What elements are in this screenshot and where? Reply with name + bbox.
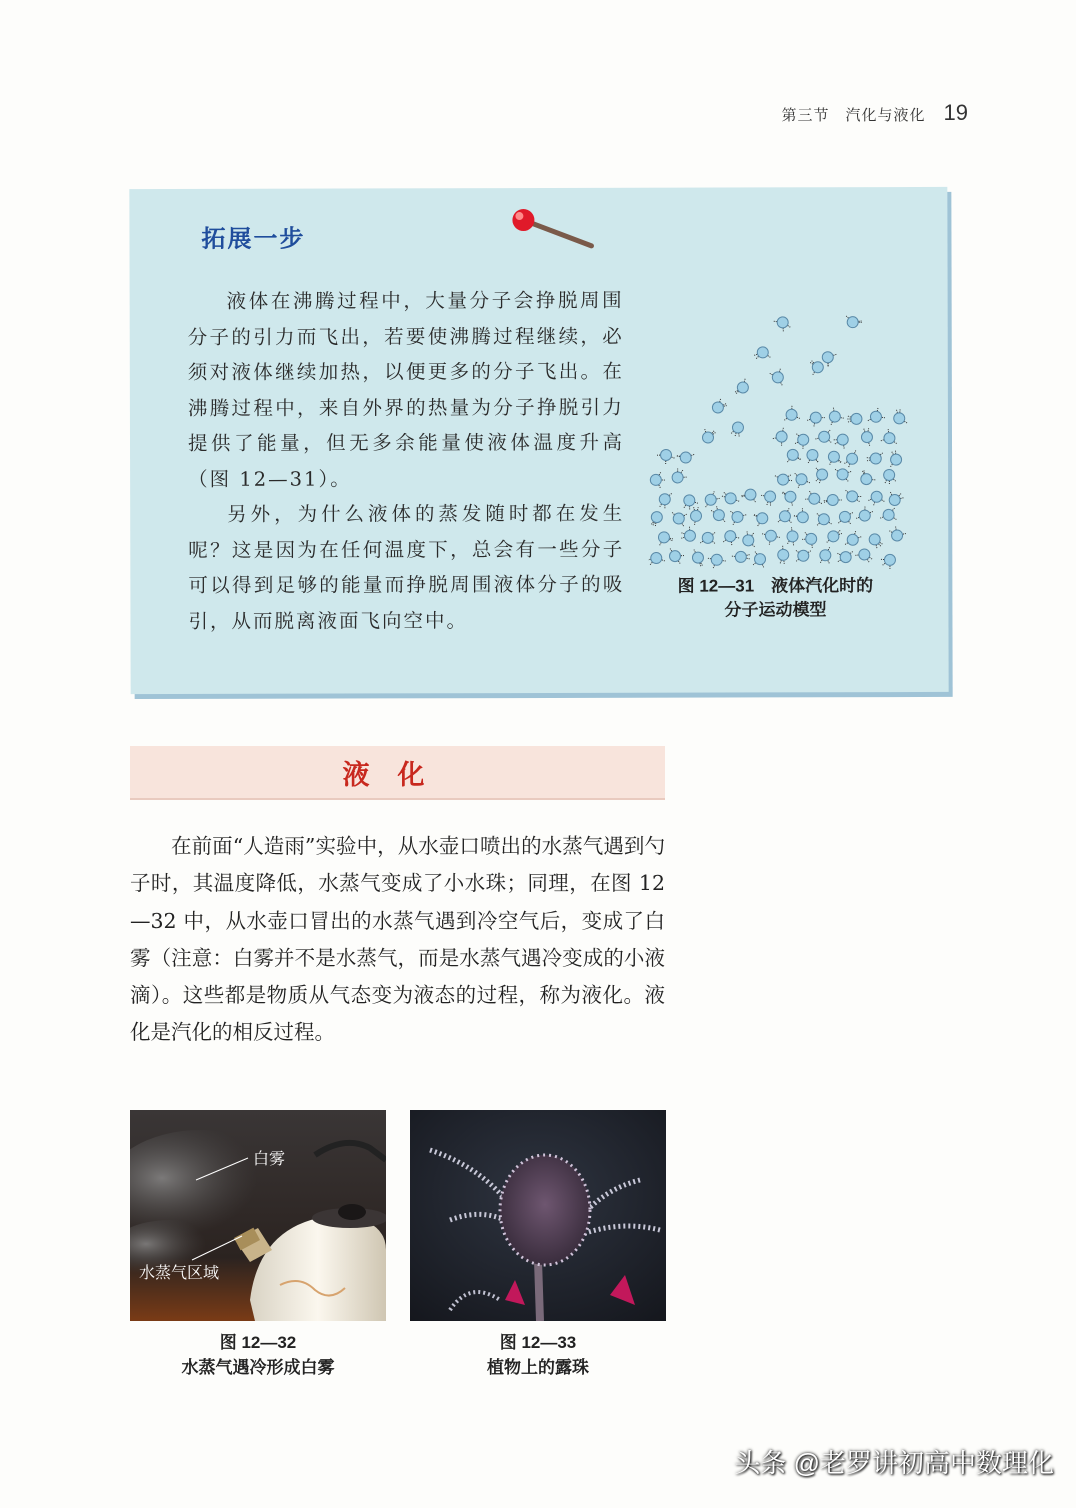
molecule-glyph: [824, 494, 842, 505]
molecule-glyph: [672, 468, 687, 483]
molecule-glyph: [700, 532, 715, 543]
section-title: 液化: [130, 746, 665, 800]
molecule-glyph: [787, 449, 800, 462]
molecule-glyph: [774, 317, 791, 332]
molecule-glyph: [794, 508, 808, 523]
molecule-glyph: [762, 530, 780, 544]
molecule-glyph: [884, 469, 896, 484]
molecule-glyph: [770, 369, 784, 386]
molecule-glyph: [657, 449, 674, 464]
figure-caption-line: 分子运动模型: [724, 600, 827, 620]
molecule-glyph: [817, 514, 832, 526]
molecule-glyph: [659, 493, 671, 508]
molecule-glyph: [787, 527, 798, 545]
molecule-glyph: [889, 527, 905, 541]
molecule-glyph: [868, 408, 885, 422]
molecule-glyph: [732, 551, 750, 562]
molecule-glyph: [816, 468, 828, 483]
extension-text: [188, 283, 625, 639]
molecule-glyph: [723, 531, 739, 545]
molecule-glyph: [672, 512, 687, 526]
figure-12-31-caption: [650, 574, 900, 623]
molecule-glyph: [827, 530, 842, 542]
molecule-glyph: [846, 490, 862, 502]
steam-region-label: 水蒸气区域: [139, 1263, 220, 1282]
molecule-glyph: [775, 474, 792, 485]
figure-caption: 水蒸气遇冷形成白雾: [181, 1358, 335, 1377]
fog-label: 白雾: [253, 1149, 286, 1168]
molecule-glyph: [651, 512, 662, 526]
molecule-glyph: [807, 449, 818, 462]
molecule-glyph: [810, 361, 823, 375]
pushpin-icon: [509, 206, 599, 256]
molecule-glyph: [795, 434, 809, 449]
molecule-glyph: [711, 506, 725, 521]
molecule-glyph: [677, 452, 694, 463]
molecule-glyph: [835, 469, 851, 482]
molecule-glyph: [834, 434, 849, 448]
molecule-glyph: [861, 428, 872, 445]
molecule-glyph: [881, 554, 896, 569]
extension-paragraph: 液体在沸腾过程中，大量分子会挣脱周围分子的引力而飞出，若要使沸腾过程继续，必须对液体继续加热，以便更多的分子飞出。在沸腾过程中，来自外界的热量为分子挣脱引力提供了能量，但无多余能量使液体温度升高（图 12—31）。: [187, 288, 625, 491]
molecule-glyph: [844, 450, 857, 467]
molecule-glyph: [815, 430, 831, 442]
molecule-glyph: [731, 422, 743, 436]
molecule-glyph: [778, 508, 791, 522]
section-body: [130, 828, 665, 1052]
molecule-glyph: [890, 451, 901, 467]
molecule-glyph: [795, 473, 810, 487]
page-header: [782, 100, 969, 126]
molecule-glyph: [796, 550, 811, 561]
molecule-glyph: [743, 531, 755, 546]
molecule-glyph: [855, 549, 872, 562]
figure-caption-line: 图 12—31 液体汽化时的: [677, 576, 874, 596]
page-number: 19: [943, 100, 968, 125]
figure-caption: 植物上的露珠: [487, 1358, 589, 1377]
molecule-glyph: [658, 532, 672, 545]
molecule-glyph: [828, 451, 841, 464]
molecule-glyph: [838, 511, 852, 524]
molecule-glyph: [807, 412, 825, 426]
molecule-glyph: [690, 507, 701, 525]
kettle-photo: [130, 1110, 386, 1321]
figure-number: 图 12—32: [219, 1333, 297, 1352]
molecule-glyph: [856, 507, 873, 522]
molecule-glyph: [822, 352, 836, 367]
molecule-glyph: [754, 513, 768, 526]
molecule-glyph: [778, 546, 789, 564]
molecule-glyph: [669, 549, 684, 564]
molecule-glyph: [889, 492, 903, 505]
molecule-glyph: [648, 553, 665, 565]
molecule-glyph: [761, 491, 775, 506]
molecule-glyph: [705, 491, 719, 507]
extension-title: 拓展一步: [201, 223, 306, 253]
molecule-glyph: [861, 470, 876, 484]
molecule-model-figure: [648, 307, 911, 570]
molecule-glyph: [722, 492, 739, 503]
molecule-glyph: [712, 399, 726, 413]
molecule-glyph: [702, 429, 715, 443]
molecule-glyph: [708, 554, 726, 568]
watermark: 头条 @老罗讲初高中数理化: [734, 1448, 1054, 1478]
molecule-glyph: [868, 491, 884, 505]
molecule-glyph: [782, 491, 796, 505]
molecule-glyph: [837, 552, 852, 563]
molecule-glyph: [731, 511, 747, 525]
molecule-glyph: [867, 453, 883, 464]
molecule-glyph: [869, 534, 882, 548]
molecule-glyph: [735, 379, 748, 394]
molecule-glyph: [846, 316, 861, 328]
molecule-glyph: [784, 406, 799, 421]
molecule-glyph: [829, 408, 843, 425]
extension-box: [129, 187, 948, 694]
molecule-glyph: [845, 531, 861, 545]
figure-12-33-caption: [410, 1330, 666, 1380]
molecule-glyph: [650, 472, 665, 487]
body-paragraph: 在前面“人造雨”实验中，从水壶口喷出的水蒸气遇到勺子时，其温度降低，水蒸气变成了小水珠；同理，在图 12—32 中，从水壶口冒出的水蒸气遇到冷空气后，变成了白雾（注意：白雾并不是水蒸气，而是水蒸气遇冷变成的小液滴）。这些都是物质从气态变为液态的过程，称为液化。液化是汽化的相反过程。: [130, 834, 665, 1045]
molecule-glyph: [681, 527, 695, 542]
molecule-glyph: [773, 428, 787, 446]
molecule-glyph: [805, 491, 822, 504]
molecule-glyph: [753, 552, 765, 568]
molecule-glyph: [684, 495, 698, 510]
section-name: 第三节 汽化与液化: [781, 106, 926, 124]
molecule-glyph: [692, 550, 703, 567]
molecule-glyph: [742, 489, 756, 502]
figure-number: 图 12—33: [499, 1333, 577, 1352]
dew-flower-photo: [410, 1110, 666, 1321]
molecule-glyph: [894, 409, 907, 423]
molecule-glyph: [881, 429, 897, 443]
molecule-glyph: [847, 413, 862, 424]
molecule-glyph: [754, 347, 770, 359]
molecule-glyph: [802, 532, 817, 547]
molecule-glyph: [820, 547, 831, 563]
molecule-glyph: [880, 508, 896, 520]
figure-12-32-caption: [130, 1330, 386, 1380]
extension-paragraph: 另外，为什么液体的蒸发随时都在发生呢？这是因为在任何温度下，总会有一些分子可以得到足够的能量而挣脱周围液体分子的吸引，从而脱离液面飞向空中。: [188, 501, 625, 633]
